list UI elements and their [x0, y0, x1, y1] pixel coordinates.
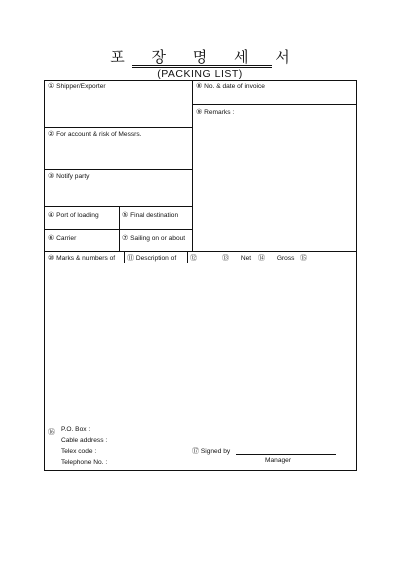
column-header-gross [258, 254, 294, 263]
signed-by-label: Signed by [200, 448, 231, 455]
divider-account-notify [44, 169, 192, 170]
field-number: ⑬ [222, 254, 229, 262]
port-loading-label: Port of loading [56, 212, 99, 219]
footer-number [48, 428, 55, 437]
port-loading-field[interactable] [48, 211, 99, 220]
field-number: ⑧ [196, 82, 203, 90]
divider-port-carrier [44, 229, 192, 230]
field-number: ① [48, 82, 55, 90]
divider-table-header [44, 251, 357, 252]
divider-invoice-remarks [192, 104, 357, 105]
po-box-label: P.O. Box : [61, 426, 91, 433]
shipper-label: Shipper/Exporter [56, 83, 106, 90]
manager-label: Manager [265, 457, 292, 464]
description-label: Description of [135, 255, 177, 262]
column-header-net [222, 254, 251, 263]
field-number: ② [48, 130, 55, 138]
remarks-field[interactable] [196, 108, 234, 117]
column-header-12 [190, 254, 197, 263]
field-number: ⑰ [192, 447, 199, 455]
remarks-label: Remarks : [204, 109, 235, 116]
shipper-field[interactable] [48, 82, 106, 91]
field-number: ⑭ [258, 254, 265, 262]
sailing-field[interactable] [122, 234, 185, 243]
divider-vertical-center [192, 80, 193, 251]
marks-label: Marks & numbers of [56, 255, 116, 262]
carrier-label: Carrier [56, 235, 77, 242]
field-number: ⑯ [48, 428, 55, 436]
telex-code-label: Telex code : [61, 448, 97, 455]
notify-field[interactable] [48, 172, 89, 181]
field-number: ⑨ [196, 108, 203, 116]
field-number: ④ [48, 211, 55, 219]
field-number: ⑮ [300, 254, 307, 262]
invoice-label: No. & date of invoice [204, 83, 265, 90]
signed-by-field[interactable] [192, 447, 230, 456]
cable-address-label: Cable address : [61, 437, 108, 444]
page-subtitle: (PACKING LIST) [157, 68, 243, 80]
field-number: ⑫ [190, 254, 197, 262]
account-field[interactable] [48, 130, 142, 139]
divider-notify-port [44, 206, 192, 207]
field-number: ③ [48, 172, 55, 180]
gross-label: Gross [276, 255, 295, 262]
column-header-15 [300, 254, 307, 263]
account-label: For account & risk of Messrs. [56, 131, 142, 138]
divider-shipper-account [44, 127, 192, 128]
field-number: ⑤ [122, 211, 129, 219]
field-number: ⑥ [48, 234, 55, 242]
invoice-field[interactable] [196, 82, 265, 91]
field-number: ⑪ [127, 254, 134, 262]
column-header-marks [48, 254, 115, 263]
net-label: Net [240, 255, 252, 262]
column-divider [124, 251, 125, 263]
column-divider [187, 251, 188, 263]
signature-line[interactable] [236, 454, 336, 455]
sailing-label: Sailing on or about [130, 235, 186, 242]
field-number: ⑦ [122, 234, 129, 242]
page-title: 포 장 명 세 서 [110, 48, 301, 66]
field-number: ⑩ [48, 254, 55, 262]
carrier-field[interactable] [48, 234, 76, 243]
final-destination-field[interactable] [122, 211, 178, 220]
title-underline [132, 65, 272, 66]
notify-label: Notify party [56, 173, 90, 180]
column-header-description [127, 254, 176, 263]
final-destination-label: Final destination [130, 212, 179, 219]
telephone-label: Telephone No. : [61, 459, 108, 466]
